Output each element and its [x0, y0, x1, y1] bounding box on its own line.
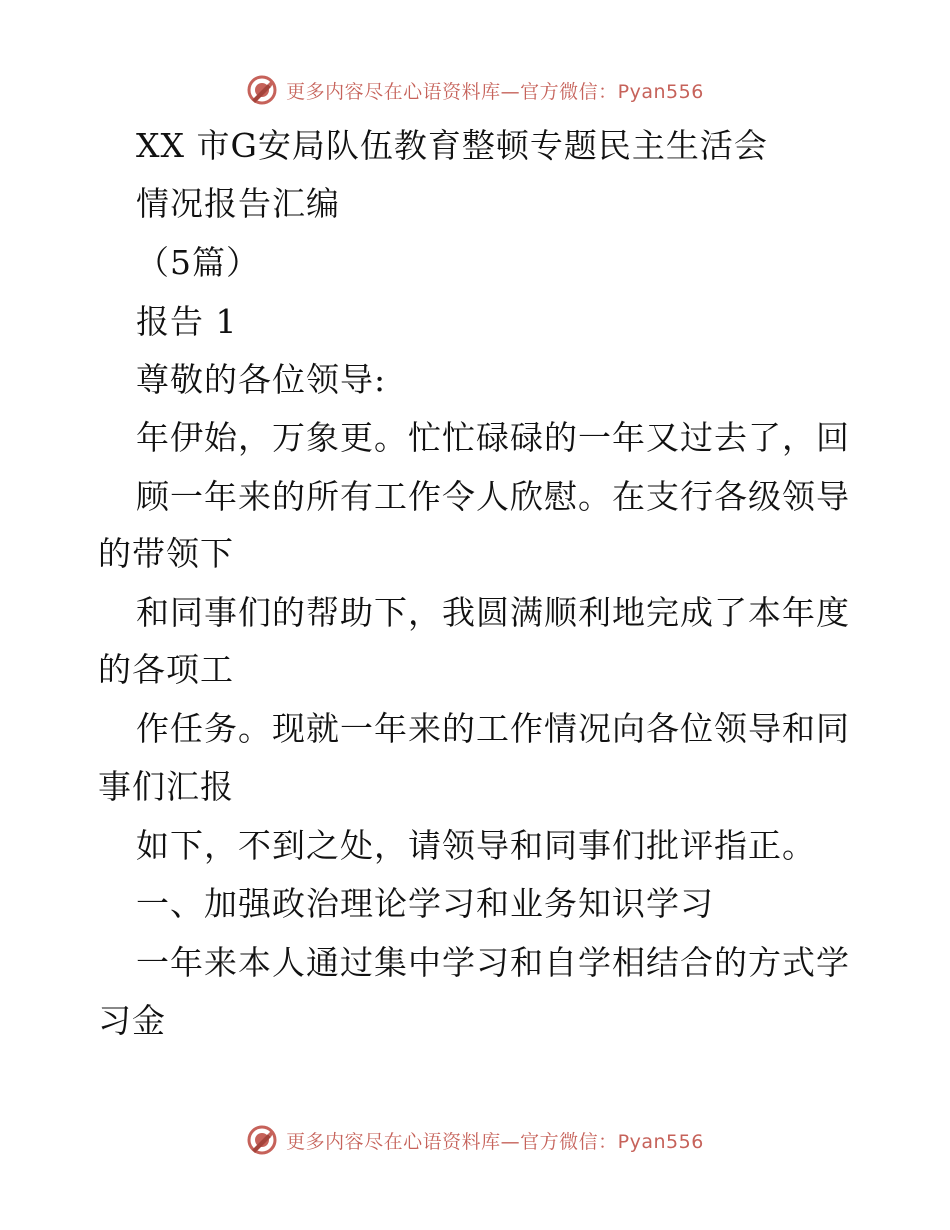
- salutation: 尊敬的各位领导:: [136, 360, 387, 399]
- red-circle-pen-logo-icon: [246, 74, 278, 106]
- paragraph-1-line-1: 年伊始，万象更。忙忙碌碌的一年又过去了，回: [136, 418, 850, 457]
- paragraph-5-line-2: 习金: [98, 1001, 166, 1040]
- paragraph-1-line-3: 的带领下: [98, 534, 234, 573]
- report-heading: 报告 1: [136, 302, 238, 341]
- document-title-line1: XX 市G安局队伍教育整顿专题民主生活会: [136, 126, 768, 165]
- paragraph-5-line-1: 一年来本人通过集中学习和自学相结合的方式学: [136, 943, 850, 982]
- watermark-banner-bottom: [0, 1120, 950, 1160]
- document-count: （5篇）: [136, 243, 260, 282]
- document-title-line2: 情况报告汇编: [136, 184, 340, 223]
- watermark-banner-top: [0, 70, 950, 110]
- paragraph-4-line-1: 如下，不到之处，请领导和同事们批评指正。: [136, 826, 816, 865]
- watermark-text-top: 更多内容尽在心语资料库—官方微信：Pyan556: [286, 80, 704, 103]
- paragraph-3-line-2: 事们汇报: [98, 767, 234, 806]
- paragraph-1-line-2: 顾一年来的所有工作令人欣慰。在支行各级领导: [136, 477, 850, 516]
- paragraph-2-line-2: 的各项工: [98, 650, 234, 689]
- paragraph-2-line-1: 和同事们的帮助下，我圆满顺利地完成了本年度: [136, 593, 850, 632]
- watermark-text-bottom: 更多内容尽在心语资料库—官方微信：Pyan556: [286, 1130, 704, 1153]
- red-circle-pen-logo-icon: [246, 1124, 278, 1156]
- section-1-heading: 一、加强政治理论学习和业务知识学习: [136, 884, 714, 923]
- paragraph-3-line-1: 作任务。现就一年来的工作情况向各位领导和同: [136, 709, 850, 748]
